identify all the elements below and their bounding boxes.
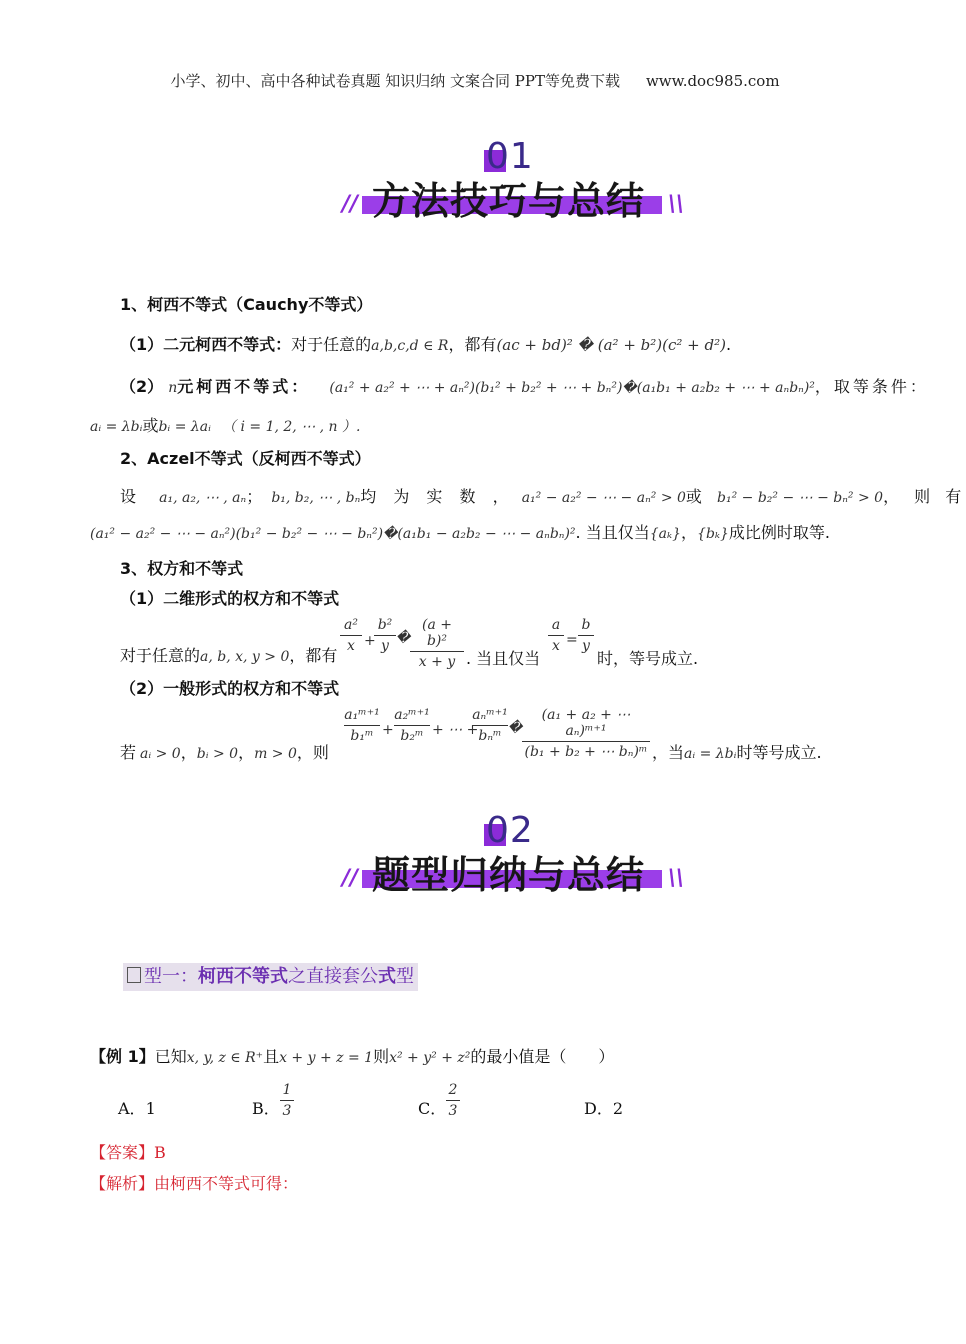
power-mean-equality xyxy=(652,740,822,763)
banner-left-deco: // xyxy=(342,192,359,217)
option-a[interactable] xyxy=(118,1096,156,1119)
numerator: a₂ᵐ⁺¹ xyxy=(394,707,430,723)
operator: � xyxy=(508,720,523,736)
option-b[interactable] xyxy=(252,1096,280,1119)
page-header xyxy=(0,70,950,91)
math: m > 0 xyxy=(254,746,297,762)
math: bᵢ > 0 xyxy=(196,746,239,762)
text: 成比例时取等. xyxy=(728,523,831,542)
banner-number: 01 xyxy=(486,136,534,177)
aczel-line-2 xyxy=(90,520,830,543)
text: ，都有 xyxy=(448,335,497,354)
numerator: aₙᵐ⁺¹ xyxy=(472,707,508,723)
option-c-fraction xyxy=(446,1082,460,1119)
banner-title: 题型归纳与总结 xyxy=(372,853,646,897)
cauchy-n-dim xyxy=(120,374,929,397)
denominator: x + y xyxy=(418,654,456,670)
math: (ac + bd)² � (a² + b²)(c² + d²) xyxy=(496,336,726,354)
power-mean-two-dim-text xyxy=(120,643,337,666)
cauchy-equality-condition xyxy=(90,413,360,436)
math: a₁² − a₂² − ⋯ − aₙ² > 0 xyxy=(521,490,686,506)
text: 时等号成立. xyxy=(736,743,822,762)
checkbox-icon xyxy=(127,967,141,983)
numerator: b² xyxy=(377,617,393,633)
option-label: D． xyxy=(584,1099,613,1118)
text: 均 为 实 数 ， xyxy=(360,487,515,506)
option-label: B． xyxy=(252,1099,280,1118)
text: 对于任意的 xyxy=(120,646,201,665)
math: a, b, x, y > 0 xyxy=(200,649,290,665)
text: 或 xyxy=(685,487,702,506)
subheading-general: （2）一般形式的权方和不等式 xyxy=(120,679,340,698)
operator: + xyxy=(364,633,376,649)
fraction-bar xyxy=(344,725,380,726)
text: ，都有 xyxy=(289,646,338,665)
option-value: 2 xyxy=(612,1099,624,1118)
option-label: C． xyxy=(418,1099,447,1118)
numerator: b xyxy=(581,617,591,633)
section-banner-1 xyxy=(340,136,685,230)
text: ，取等条件： xyxy=(814,377,929,396)
operator: � xyxy=(396,630,411,646)
banner-number: 02 xyxy=(486,810,534,851)
label: （1）二元柯西不等式： xyxy=(120,335,292,354)
fraction xyxy=(472,707,508,744)
math: b₁, b₂, ⋯ , bₙ xyxy=(271,490,361,506)
text: . 当且仅当 xyxy=(466,649,541,668)
example-label: 【例 1】 xyxy=(90,1047,155,1066)
denominator: y xyxy=(381,638,389,654)
math: (a₁² + a₂² + ⋯ + aₙ²)(b₁² + b₂² + ⋯ + bₙ²)�(a₁b₁ + a₂b₂ + ⋯ + aₙbₙ)² xyxy=(329,380,815,396)
text: 则 xyxy=(373,1047,390,1066)
banner-right-deco: \\ xyxy=(668,866,685,891)
denominator: bₙᵐ xyxy=(478,728,502,744)
denominator: y xyxy=(582,638,590,654)
operator: + xyxy=(382,722,394,738)
denominator: x xyxy=(552,638,560,654)
fraction-bar xyxy=(522,741,650,742)
fraction xyxy=(344,707,380,744)
fraction xyxy=(522,707,650,760)
heading-power-mean: 3、权方和不等式 xyxy=(120,559,244,578)
analysis-line xyxy=(90,1171,298,1194)
power-mean-general-text: 若 aᵢ > 0，bᵢ > 0，m > 0，则 xyxy=(120,743,329,762)
answer-line xyxy=(90,1140,166,1163)
text: . 当且仅当 xyxy=(575,523,650,542)
text: ； xyxy=(246,487,263,506)
fraction-bar xyxy=(410,651,464,652)
subheading-two-dim: （1）二维形式的权方和不等式 xyxy=(120,589,340,608)
numerator: a² xyxy=(344,617,358,633)
text: ，则 xyxy=(296,743,329,762)
cauchy-two-dim xyxy=(120,332,731,355)
text: 型一： xyxy=(144,966,198,987)
denominator: 3 xyxy=(282,1103,292,1119)
option-value: 1 xyxy=(145,1099,156,1118)
fraction-bar xyxy=(548,635,564,636)
example-question xyxy=(90,1044,614,1067)
numerator: 1 xyxy=(282,1082,292,1098)
denominator: x xyxy=(347,638,355,654)
denominator: b₂ᵐ xyxy=(400,728,424,744)
option-c[interactable] xyxy=(418,1096,446,1119)
fraction-bar xyxy=(394,725,430,726)
heading-cauchy: 1、柯西不等式（Cauchy不等式） xyxy=(120,295,373,314)
analysis-text: 由柯西不等式可得： xyxy=(154,1174,299,1193)
banner-right-deco: \\ xyxy=(668,192,685,217)
text: 的最小值是（ ） xyxy=(470,1047,615,1066)
fraction xyxy=(340,617,362,654)
numerator: (a₁ + a₂ + ⋯ aₙ)ᵐ⁺¹ xyxy=(541,707,631,739)
math: bᵢ = λaᵢ xyxy=(158,419,211,435)
aczel-line-1 xyxy=(120,484,966,507)
denominator: 3 xyxy=(448,1103,458,1119)
label: 元柯西不等式： xyxy=(177,377,311,396)
answer-value: B xyxy=(154,1143,166,1162)
fraction-bar xyxy=(374,635,396,636)
text: ， 则 有 xyxy=(883,487,966,506)
fraction-bar xyxy=(578,635,594,636)
analysis-label: 【解析】 xyxy=(90,1174,155,1193)
banner-title: 方法技巧与总结 xyxy=(372,179,646,223)
math: {aₖ} xyxy=(649,526,682,542)
text: . xyxy=(725,335,732,354)
math: (a₁² − a₂² − ⋯ − aₙ²)(b₁² − b₂² − ⋯ − bₙ²)�(a₁b₁ − a₂b₂ − ⋯ − aₙbₙ)² xyxy=(90,526,576,542)
fraction-bar xyxy=(472,725,508,726)
heading-aczel: 2、Aczel不等式（反柯西不等式） xyxy=(120,449,371,468)
option-label: A． xyxy=(118,1099,146,1118)
math: {bₖ} xyxy=(697,526,729,542)
text: 或 xyxy=(142,416,159,435)
text: 之直接套公 xyxy=(288,966,378,987)
text: ， xyxy=(681,523,698,542)
header-text: 小学、初中、高中各种试卷真题 知识归纳 文案合同 PPT等免费下载 xyxy=(170,72,620,90)
math: aᵢ > 0 xyxy=(140,746,181,762)
numerator: a xyxy=(551,617,561,633)
math: a,b,c,d ∈ R xyxy=(371,338,449,354)
numerator: 2 xyxy=(448,1082,458,1098)
fraction xyxy=(548,617,564,654)
answer-label: 【答案】 xyxy=(90,1143,155,1162)
denominator: b₁ᵐ xyxy=(350,728,374,744)
math: x² + y² + z² xyxy=(389,1050,471,1066)
math: x + y + z = 1 xyxy=(279,1050,374,1066)
fraction xyxy=(410,617,464,670)
fraction xyxy=(374,617,396,654)
option-d[interactable] xyxy=(584,1096,623,1119)
section-banner-2 xyxy=(340,810,685,904)
text: 时，等号成立. xyxy=(597,649,699,668)
math: aᵢ = λbᵢ xyxy=(684,746,737,762)
math: b₁² − b₂² − ⋯ − bₙ² > 0 xyxy=(717,490,884,506)
denominator: (b₁ + b₂ + ⋯ bₙ)ᵐ xyxy=(524,744,648,760)
fraction-bar xyxy=(446,1100,460,1101)
math: （ i = 1, 2, ⋯ , n ）. xyxy=(222,419,361,435)
text: 且 xyxy=(263,1047,280,1066)
math: n xyxy=(168,380,178,396)
label: （2） xyxy=(120,377,164,396)
math: aᵢ = λbᵢ xyxy=(90,419,143,435)
text: 若 xyxy=(120,743,137,762)
header-site-link[interactable]: www.doc985.com xyxy=(645,72,780,90)
text: ，当 xyxy=(652,743,685,762)
text: 已知 xyxy=(154,1047,187,1066)
fraction-bar xyxy=(280,1100,294,1101)
math: x, y, z ∈ R⁺ xyxy=(186,1050,264,1066)
text: 式 xyxy=(378,966,396,987)
numerator: (a + b)² xyxy=(422,617,452,649)
operator: + ⋯ + xyxy=(432,722,479,738)
operator: = xyxy=(566,632,578,648)
text: 对于任意的 xyxy=(291,335,372,354)
banner-left-deco: // xyxy=(342,866,359,891)
text: 设 xyxy=(120,487,137,506)
option-b-fraction xyxy=(280,1082,294,1119)
fraction xyxy=(394,707,430,744)
fraction xyxy=(578,617,594,654)
text: 柯西不等式 xyxy=(198,966,288,987)
fraction-bar xyxy=(340,635,362,636)
numerator: a₁ᵐ⁺¹ xyxy=(344,707,380,723)
text: 型 xyxy=(396,966,414,987)
math: a₁, a₂, ⋯ , aₙ xyxy=(159,490,247,506)
question-type-label xyxy=(123,963,418,991)
